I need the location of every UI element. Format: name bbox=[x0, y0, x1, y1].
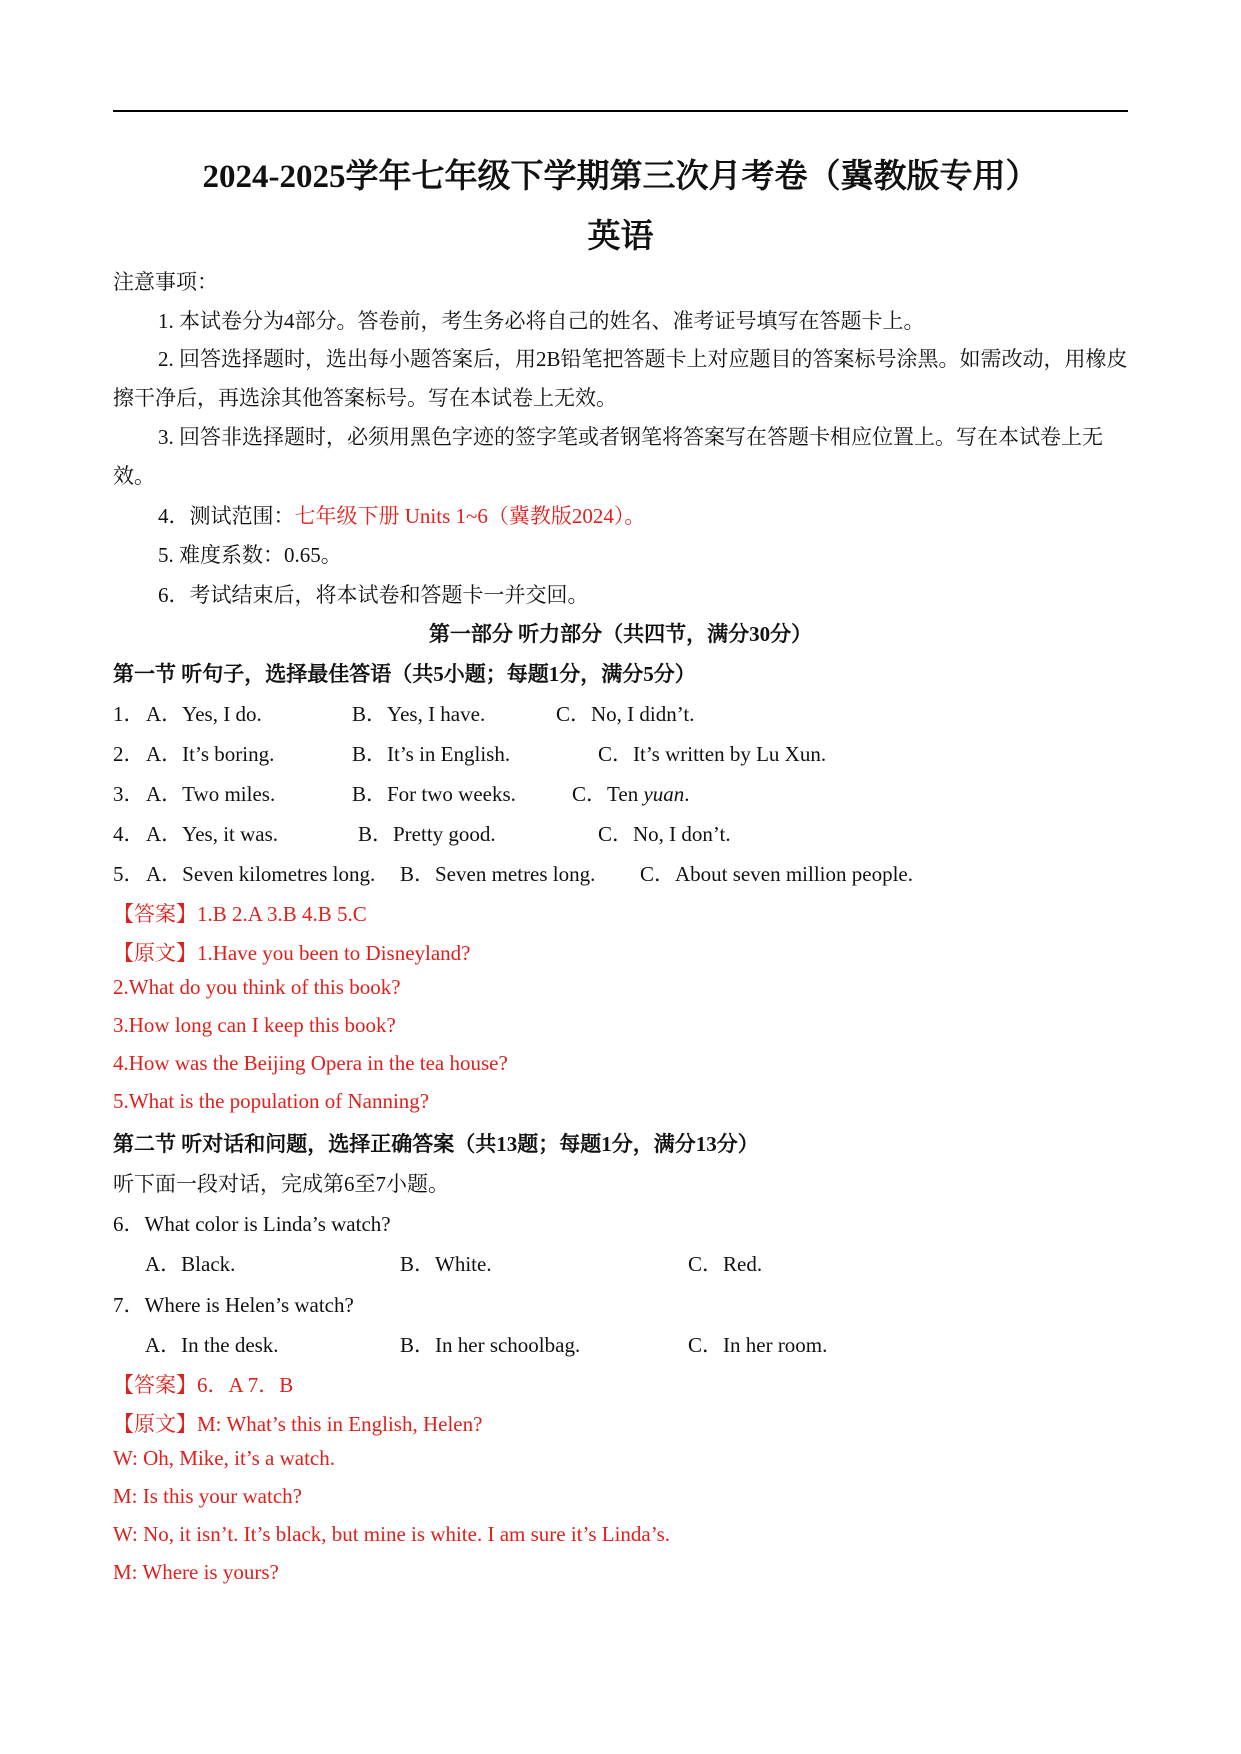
option-b: B．White. bbox=[400, 1252, 492, 1276]
notice-item-2: 2. 回答选择题时，选出每小题答案后，用2B铅笔把答题卡上对应题目的答案标号涂黑。如需改动，用橡皮擦干净后，再选涂其他答案标号。写在本试卷上无效。 bbox=[113, 347, 1128, 410]
option-a: A．Yes, it was. bbox=[146, 822, 279, 846]
answer-key: 【答案】6．A 7．B bbox=[113, 1373, 294, 1397]
option-c: C．About seven million people. bbox=[640, 862, 913, 886]
option-a: A．It’s boring. bbox=[146, 742, 275, 766]
section2-heading: 第二节 听对话和问题，选择正确答案（共13题；每题1分，满分13分） bbox=[113, 1132, 759, 1156]
option-c: C．It’s written by Lu Xun. bbox=[598, 742, 827, 766]
script-line: M: Where is yours? bbox=[113, 1560, 279, 1584]
question-number: 5． bbox=[113, 862, 145, 886]
option-c: C．In her room. bbox=[688, 1333, 828, 1357]
script-line: 4.How was the Beijing Opera in the tea house? bbox=[113, 1051, 508, 1075]
option-c: C．No, I didn’t. bbox=[556, 702, 695, 726]
subject-title: 英语 bbox=[587, 219, 654, 255]
option-b: B．Seven metres long. bbox=[400, 862, 596, 886]
script-line: 2.What do you think of this book? bbox=[113, 975, 401, 999]
notice-item-3: 3. 回答非选择题时，必须用黑色字迹的签字笔或者钢笔将答案写在答题卡相应位置上。写在本试卷上无效。 bbox=[113, 425, 1103, 488]
script-line: 3.How long can I keep this book? bbox=[113, 1013, 396, 1037]
option-b: B．Yes, I have. bbox=[352, 702, 486, 726]
option-a: A．Seven kilometres long. bbox=[146, 862, 376, 886]
option-a: A．Black. bbox=[145, 1252, 236, 1276]
script-line: M: Is this your watch? bbox=[113, 1484, 302, 1508]
question-stem: 6．What color is Linda’s watch? bbox=[113, 1212, 391, 1236]
option-b: B．For two weeks. bbox=[352, 782, 516, 806]
script-line: 5.What is the population of Nanning? bbox=[113, 1089, 430, 1113]
question-number: 2． bbox=[113, 742, 145, 766]
section2-intro: 听下面一段对话，完成第6至7小题。 bbox=[113, 1172, 449, 1196]
option-b: B．Pretty good. bbox=[358, 822, 496, 846]
question-number: 4． bbox=[113, 822, 145, 846]
notice-heading: 注意事项： bbox=[113, 270, 218, 294]
header-rule bbox=[113, 110, 1128, 112]
option-c: C．Ten yuan. bbox=[572, 782, 690, 806]
notice-item-1: 1. 本试卷分为4部分。答卷前，考生务必将自己的姓名、准考证号填写在答题卡上。 bbox=[158, 309, 925, 333]
script-line: W: Oh, Mike, it’s a watch. bbox=[113, 1446, 336, 1470]
option-a: A．Two miles. bbox=[146, 782, 276, 806]
section1-heading: 第一节 听句子，选择最佳答语（共5小题；每题1分，满分5分） bbox=[113, 662, 696, 686]
question-number: 3． bbox=[113, 782, 145, 806]
option-a: A．Yes, I do. bbox=[146, 702, 262, 726]
script-line: 【原文】M: What’s this in English, Helen? bbox=[113, 1412, 483, 1436]
option-c: C．Red. bbox=[688, 1252, 763, 1276]
notice-item-6: 6．考试结束后，将本试卷和答题卡一并交回。 bbox=[158, 583, 589, 607]
question-stem: 7．Where is Helen’s watch? bbox=[113, 1293, 354, 1317]
option-a: A．In the desk. bbox=[145, 1333, 279, 1357]
question-number: 1． bbox=[113, 702, 145, 726]
option-c: C．No, I don’t. bbox=[598, 822, 731, 846]
answer-key: 【答案】1.B 2.A 3.B 4.B 5.C bbox=[113, 902, 367, 926]
notice-item-4: 4．测试范围：七年级下册 Units 1~6（冀教版2024）。 bbox=[158, 504, 646, 528]
notice-item-5: 5. 难度系数：0.65。 bbox=[158, 543, 342, 567]
option-b: B．It’s in English. bbox=[352, 742, 511, 766]
script-line: 【原文】1.Have you been to Disneyland? bbox=[113, 941, 471, 965]
test-range: 七年级下册 Units 1~6（冀教版2024）。 bbox=[294, 504, 646, 528]
part1-heading: 第一部分 听力部分（共四节，满分30分） bbox=[428, 622, 813, 646]
exam-title: 2024-2025学年七年级下学期第三次月考卷（冀教版专用） bbox=[202, 159, 1039, 195]
option-b: B．In her schoolbag. bbox=[400, 1333, 581, 1357]
script-line: W: No, it isn’t. It’s black, but mine is white. I am sure it’s Linda’s. bbox=[113, 1522, 671, 1546]
